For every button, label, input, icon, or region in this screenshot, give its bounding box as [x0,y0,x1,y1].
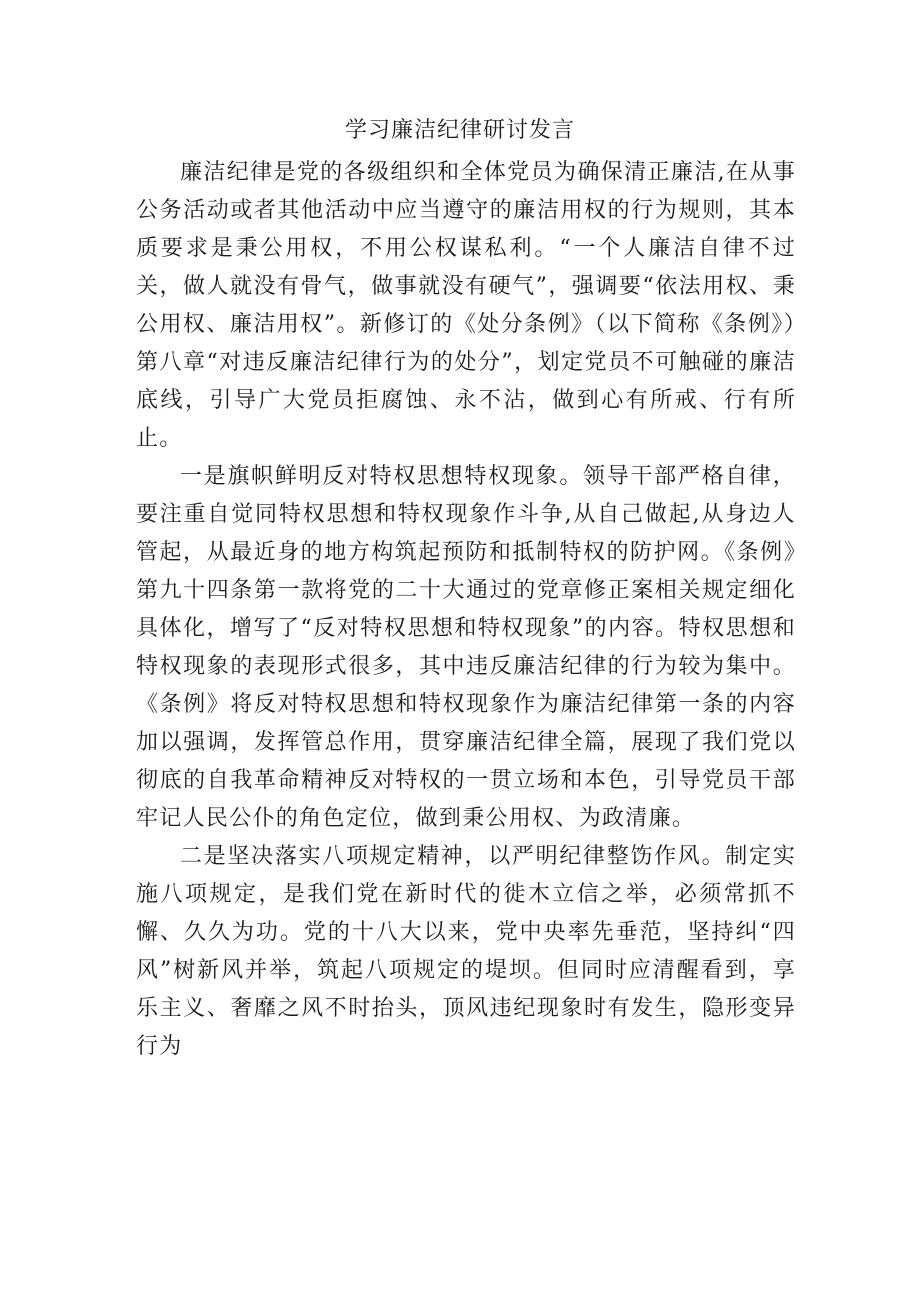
paragraph-intro: 廉洁纪律是党的各级组织和全体党员为确保清正廉洁,在从事公务活动或者其他活动中应当遵守的廉洁用权的行为规则，其本质要求是秉公用权，不用公权谋私利。“一个人廉洁自律不过关，做人就没有骨气，做事就没有硬气”，强调要“依法用权、秉公用权、廉洁用权”。新修订的《处分条例》（以下简称《条例》）第八章“对违反廉洁纪律行为的处分”，划定党员不可触碰的廉洁底线，引导广大党员拒腐蚀、永不沾，做到心有所戒、行有所止。 [136,160,796,451]
paragraph-point-two: 二是坚决落实八项规定精神，以严明纪律整饬作风。制定实施八项规定，是我们党在新时代的徙木立信之举，必须常抓不懈、久久为功。党的十八大以来，党中央率先垂范，坚持纠“四风”树新风并举，筑起八项规定的堤坝。但同时应清醒看到，享乐主义、奢靡之风不时抬头，顶风违纪现象时有发生，隐形变异行为 [136,844,796,1059]
paragraph-point-one: 一是旗帜鲜明反对特权思想特权现象。领导干部严格自律，要注重自觉同特权思想和特权现象作斗争,从自己做起,从身边人管起，从最近身的地方构筑起预防和抵制特权的防护网。《条例》第九十四条第一款将党的二十大通过的党章修正案相关规定细化具体化，增写了“反对特权思想和特权现象”的内容。特权思想和特权现象的表现形式很多，其中违反廉洁纪律的行为较为集中。《条例》将反对特权思想和特权现象作为廉洁纪律第一条的内容加以强调，发挥管总作用，贯穿廉洁纪律全篇，展现了我们党以彻底的自我革命精神反对特权的一贯立场和本色，引导党员干部牢记人民公仆的角色定位，做到秉公用权、为政清廉。 [136,464,796,831]
document-title: 学习廉洁纪律研讨发言 [344,118,575,143]
document-body [136,154,796,1066]
